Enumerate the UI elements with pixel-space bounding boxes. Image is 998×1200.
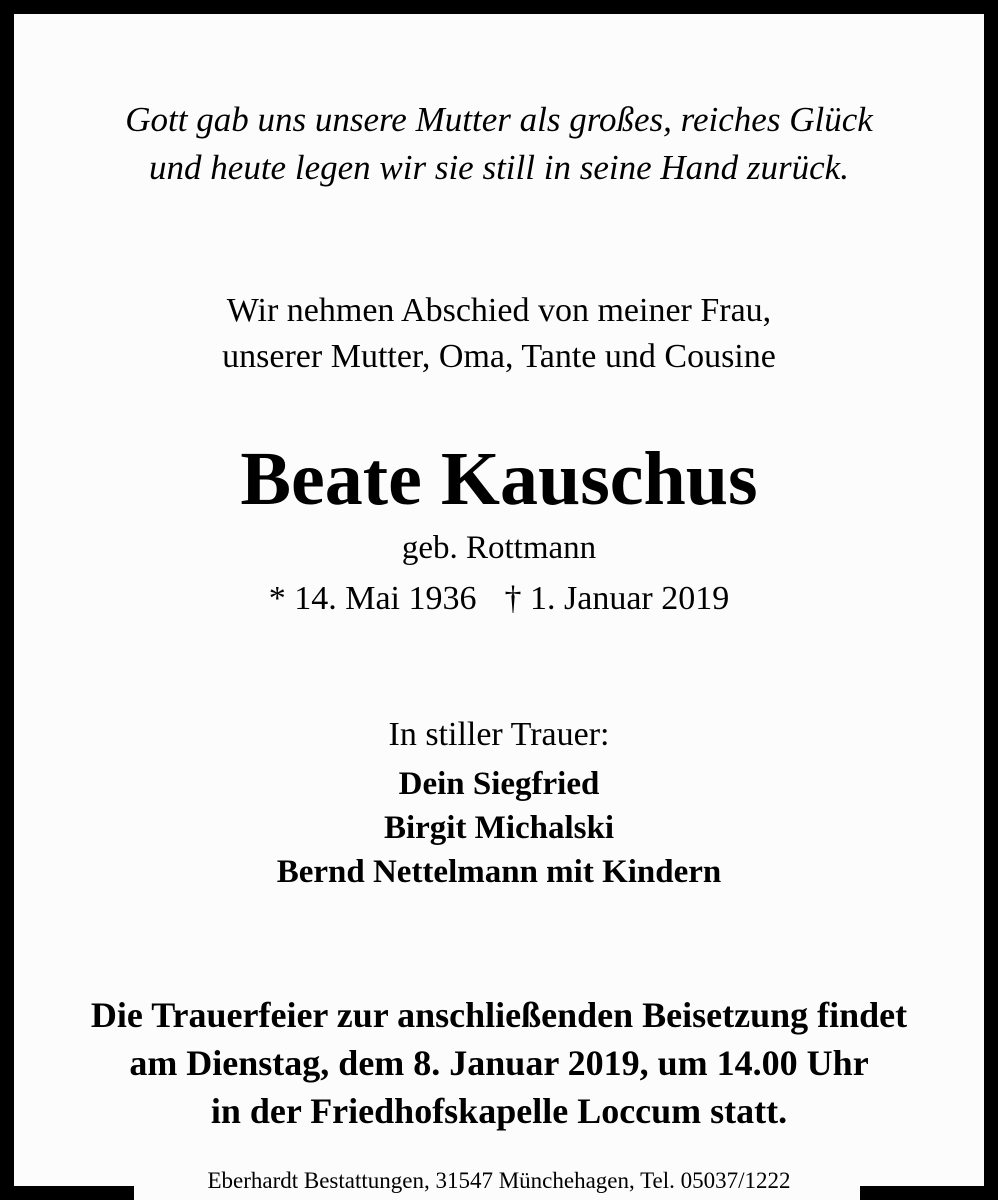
death-date: † 1. Januar 2019 (504, 580, 730, 617)
mourner-name: Dein Siegfried (398, 766, 600, 802)
mourner-name: Bernd Nettelmann mit Kindern (276, 854, 722, 890)
service-line-2: am Dienstag, dem 8. Januar 2019, um 14.00 Uhr (129, 1043, 869, 1083)
life-dates (14, 580, 984, 618)
deceased-name: Beate Kauschus (240, 437, 758, 521)
funeral-home-credit: Eberhardt Bestattungen, 31547 Münchehagen, Tel. 05037/1222 (207, 1168, 791, 1193)
maiden-name: geb. Rottmann (401, 530, 597, 566)
verse-line-2: und heute legen wir sie still in seine Hand zurück. (149, 148, 849, 187)
intro-line-1: Wir nehmen Abschied von meiner Frau, (226, 292, 772, 329)
service-line-1: Die Trauerfeier zur anschließenden Beisetzung findet (90, 995, 908, 1035)
service-line-3: in der Friedhofskapelle Loccum statt. (210, 1091, 788, 1131)
mourner-name: Birgit Michalski (383, 810, 615, 846)
intro-line-2: unserer Mutter, Oma, Tante und Cousine (222, 338, 776, 375)
footer (0, 1162, 998, 1200)
mourners-label: In stiller Trauer: (388, 716, 610, 753)
birth-date: * 14. Mai 1936 (268, 580, 477, 617)
verse-line-1: Gott gab uns unsere Mutter als großes, reiches Glück (125, 100, 873, 139)
